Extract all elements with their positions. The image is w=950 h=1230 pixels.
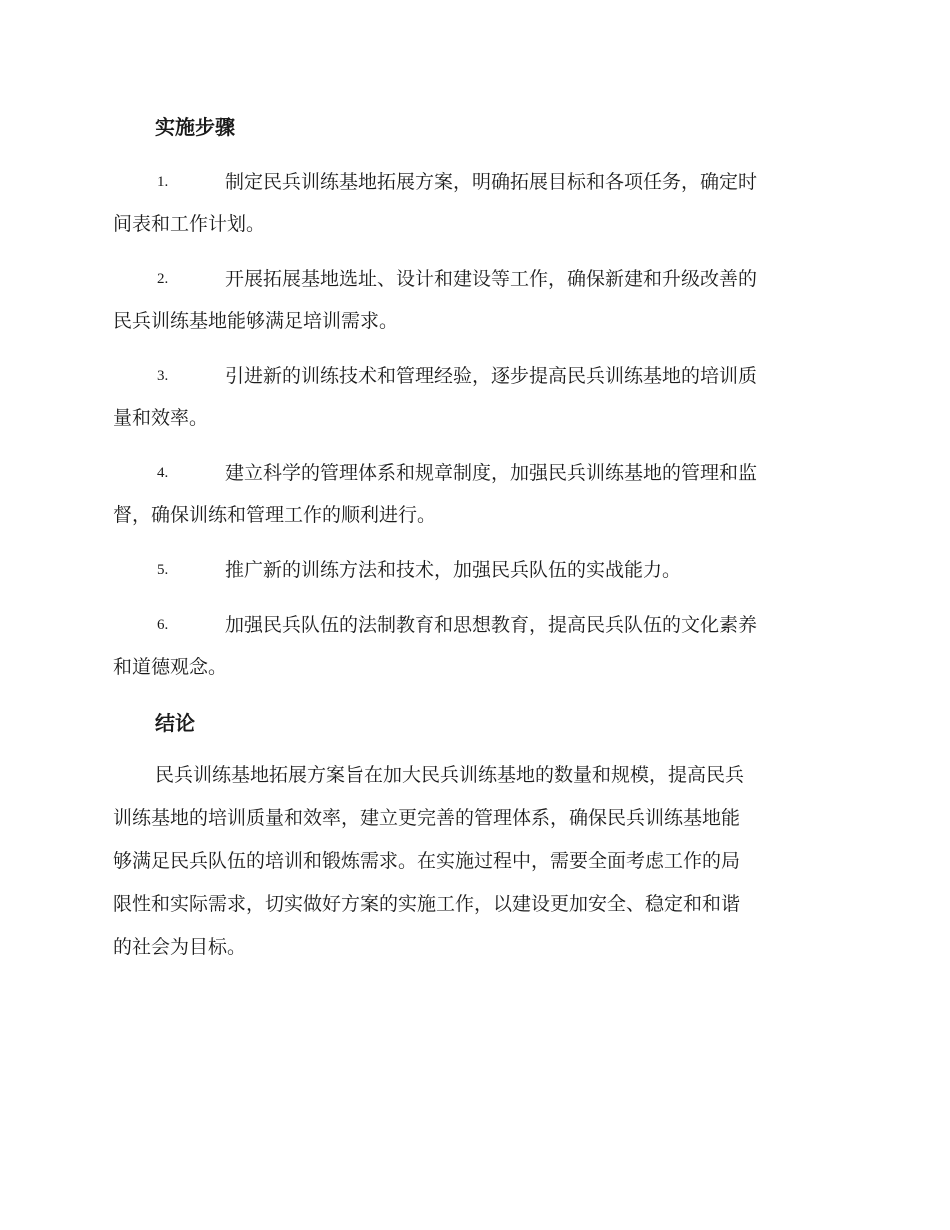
conclusion-text-line: 训练基地的培训质量和效率，建立更完善的管理体系，确保民兵训练基地能 (113, 807, 741, 829)
step-text-line: 开展拓展基地选址、设计和建设等工作，确保新建和升级改善的 (225, 268, 758, 290)
step-text-line: 督，确保训练和管理工作的顺利进行。 (113, 504, 437, 526)
step-number: 1. (157, 174, 169, 190)
conclusion-text-line: 够满足民兵队伍的培训和锻炼需求。在实施过程中，需要全面考虑工作的局 (113, 850, 741, 872)
steps-heading: 实施步骤 (155, 115, 235, 139)
step-number: 6. (157, 617, 169, 633)
step-text-line: 加强民兵队伍的法制教育和思想教育，提高民兵队伍的文化素养 (225, 614, 758, 636)
step-text-line: 量和效率。 (113, 407, 209, 429)
step-number: 5. (157, 562, 169, 578)
step-text-line: 引进新的训练技术和管理经验，逐步提高民兵训练基地的培训质 (225, 365, 758, 387)
step-text-line: 建立科学的管理体系和规章制度，加强民兵训练基地的管理和监 (225, 462, 758, 484)
conclusion-text-line: 民兵训练基地拓展方案旨在加大民兵训练基地的数量和规模，提高民兵 (155, 764, 745, 786)
conclusion-text-line: 限性和实际需求，切实做好方案的实施工作，以建设更加安全、稳定和和谐 (113, 893, 741, 915)
step-text-line: 和道德观念。 (113, 656, 228, 678)
step-number: 2. (157, 271, 169, 287)
step-text-line: 民兵训练基地能够满足培训需求。 (113, 310, 399, 332)
conclusion-heading: 结论 (155, 711, 195, 735)
step-text-line: 制定民兵训练基地拓展方案，明确拓展目标和各项任务，确定时 (225, 171, 758, 193)
conclusion-text-line: 的社会为目标。 (113, 936, 247, 958)
step-number: 4. (157, 465, 169, 481)
step-text-line: 推广新的训练方法和技术，加强民兵队伍的实战能力。 (225, 559, 682, 581)
step-text-line: 间表和工作计划。 (113, 213, 266, 235)
step-number: 3. (157, 368, 169, 384)
